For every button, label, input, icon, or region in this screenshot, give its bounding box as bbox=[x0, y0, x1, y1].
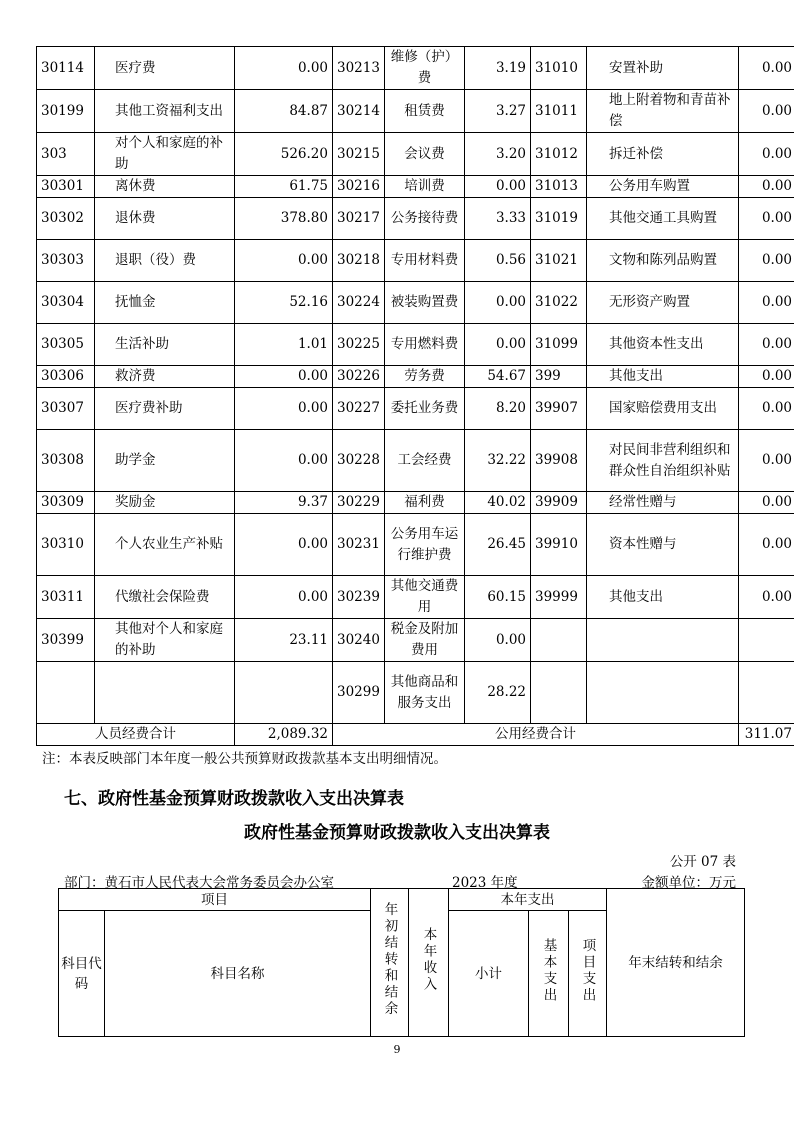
expense-table-body bbox=[37, 47, 794, 724]
code-cell bbox=[37, 662, 95, 724]
amount-cell: 32.22 bbox=[465, 430, 531, 492]
income-header: 本年收入 bbox=[409, 889, 449, 1037]
code-cell: 30399 bbox=[37, 619, 95, 662]
code-cell: 30217 bbox=[333, 198, 385, 240]
table-row bbox=[37, 90, 794, 133]
code-cell: 30307 bbox=[37, 388, 95, 430]
name-cell: 医疗费 bbox=[95, 47, 235, 90]
code-cell: 31013 bbox=[531, 176, 587, 198]
amount-cell: 378.80 bbox=[235, 198, 333, 240]
closing-balance-header: 年末结转和结余 bbox=[607, 889, 745, 1037]
name-cell: 对个人和家庭的补助 bbox=[95, 133, 235, 176]
name-cell bbox=[95, 662, 235, 724]
name-cell: 退休费 bbox=[95, 198, 235, 240]
amount-cell: 0.00 bbox=[739, 514, 794, 576]
code-cell: 39910 bbox=[531, 514, 587, 576]
code-cell: 30306 bbox=[37, 366, 95, 388]
name-cell: 被装购置费 bbox=[385, 282, 465, 324]
table-row bbox=[37, 133, 794, 176]
name-cell: 抚恤金 bbox=[95, 282, 235, 324]
name-cell: 其他支出 bbox=[587, 576, 739, 619]
name-cell: 国家赔偿费用支出 bbox=[587, 388, 739, 430]
amount-cell: 0.00 bbox=[739, 366, 794, 388]
opening-balance-header: 年初结转和结余 bbox=[371, 889, 409, 1037]
public-total-value: 311.07 bbox=[739, 724, 794, 746]
code-cell: 399 bbox=[531, 366, 587, 388]
code-cell: 30213 bbox=[333, 47, 385, 90]
code-cell: 31021 bbox=[531, 240, 587, 282]
code-cell: 31022 bbox=[531, 282, 587, 324]
table-row bbox=[37, 198, 794, 240]
code-cell: 30308 bbox=[37, 430, 95, 492]
code-cell: 31012 bbox=[531, 133, 587, 176]
code-cell: 39909 bbox=[531, 492, 587, 514]
name-cell: 个人农业生产补贴 bbox=[95, 514, 235, 576]
name-cell: 资本性赠与 bbox=[587, 514, 739, 576]
amount-cell: 0.00 bbox=[235, 576, 333, 619]
section-heading: 七、政府性基金预算财政拨款收入支出决算表 bbox=[64, 789, 404, 809]
name-cell: 生活补助 bbox=[95, 324, 235, 366]
name-cell: 租赁费 bbox=[385, 90, 465, 133]
amount-cell: 1.01 bbox=[235, 324, 333, 366]
code-cell: 30305 bbox=[37, 324, 95, 366]
table-row bbox=[37, 619, 794, 662]
amount-cell: 0.00 bbox=[235, 388, 333, 430]
name-cell: 工会经费 bbox=[385, 430, 465, 492]
table-row bbox=[37, 662, 794, 724]
table-row bbox=[37, 430, 794, 492]
fund-header-row-1 bbox=[59, 889, 745, 911]
amount-cell: 0.00 bbox=[739, 388, 794, 430]
amount-cell: 0.00 bbox=[235, 366, 333, 388]
code-cell: 30228 bbox=[333, 430, 385, 492]
name-cell: 税金及附加费用 bbox=[385, 619, 465, 662]
name-cell: 退职（役）费 bbox=[95, 240, 235, 282]
expense-total-row bbox=[37, 724, 794, 746]
code-cell: 30240 bbox=[333, 619, 385, 662]
table-number: 公开 07 表 bbox=[669, 854, 736, 870]
page-number: 9 bbox=[393, 1043, 401, 1056]
name-cell: 会议费 bbox=[385, 133, 465, 176]
name-cell bbox=[587, 619, 739, 662]
name-cell: 地上附着物和青苗补偿 bbox=[587, 90, 739, 133]
name-cell: 其他对个人和家庭的补助 bbox=[95, 619, 235, 662]
amount-cell: 54.67 bbox=[465, 366, 531, 388]
name-cell: 公务接待费 bbox=[385, 198, 465, 240]
name-cell: 公务用车运行维护费 bbox=[385, 514, 465, 576]
personnel-total-value: 2,089.32 bbox=[235, 724, 333, 746]
amount-cell: 3.33 bbox=[465, 198, 531, 240]
code-cell bbox=[531, 662, 587, 724]
basic-expense-header: 基本支出 bbox=[529, 911, 569, 1037]
amount-cell: 40.02 bbox=[465, 492, 531, 514]
amount-cell: 84.87 bbox=[235, 90, 333, 133]
name-cell: 拆迁补偿 bbox=[587, 133, 739, 176]
code-cell: 30199 bbox=[37, 90, 95, 133]
amount-cell: 0.00 bbox=[739, 282, 794, 324]
amount-cell: 61.75 bbox=[235, 176, 333, 198]
code-cell: 30216 bbox=[333, 176, 385, 198]
name-cell: 其他资本性支出 bbox=[587, 324, 739, 366]
table-row bbox=[37, 492, 794, 514]
name-cell: 无形资产购置 bbox=[587, 282, 739, 324]
code-cell: 30310 bbox=[37, 514, 95, 576]
amount-cell: 9.37 bbox=[235, 492, 333, 514]
amount-cell: 28.22 bbox=[465, 662, 531, 724]
amount-cell: 0.00 bbox=[739, 198, 794, 240]
subtotal-header: 小计 bbox=[449, 911, 529, 1037]
name-cell: 委托业务费 bbox=[385, 388, 465, 430]
amount-cell: 26.45 bbox=[465, 514, 531, 576]
code-cell: 30299 bbox=[333, 662, 385, 724]
amount-cell: 0.00 bbox=[465, 176, 531, 198]
amount-cell: 0.00 bbox=[465, 282, 531, 324]
code-cell: 30225 bbox=[333, 324, 385, 366]
code-cell: 39907 bbox=[531, 388, 587, 430]
amount-cell: 0.00 bbox=[235, 514, 333, 576]
department-label: 部门：黄石市人民代表大会常务委员会办公室 bbox=[64, 875, 334, 891]
amount-cell bbox=[739, 619, 794, 662]
table-row bbox=[37, 240, 794, 282]
name-cell: 医疗费补助 bbox=[95, 388, 235, 430]
name-cell: 其他工资福利支出 bbox=[95, 90, 235, 133]
table-row bbox=[37, 576, 794, 619]
table-row bbox=[37, 47, 794, 90]
name-cell: 培训费 bbox=[385, 176, 465, 198]
amount-cell: 8.20 bbox=[465, 388, 531, 430]
name-cell: 助学金 bbox=[95, 430, 235, 492]
code-cell: 30303 bbox=[37, 240, 95, 282]
subject-name-header: 科目名称 bbox=[105, 911, 371, 1037]
code-cell: 30114 bbox=[37, 47, 95, 90]
amount-cell: 23.11 bbox=[235, 619, 333, 662]
amount-cell: 0.00 bbox=[739, 576, 794, 619]
name-cell: 其他交通工具购置 bbox=[587, 198, 739, 240]
name-cell: 福利费 bbox=[385, 492, 465, 514]
name-cell: 劳务费 bbox=[385, 366, 465, 388]
code-cell: 30231 bbox=[333, 514, 385, 576]
amount-cell: 3.27 bbox=[465, 90, 531, 133]
amount-cell: 0.00 bbox=[465, 324, 531, 366]
amount-cell: 0.00 bbox=[235, 47, 333, 90]
code-cell: 30214 bbox=[333, 90, 385, 133]
code-cell: 30301 bbox=[37, 176, 95, 198]
amount-cell: 0.56 bbox=[465, 240, 531, 282]
code-cell: 30311 bbox=[37, 576, 95, 619]
name-cell: 公务用车购置 bbox=[587, 176, 739, 198]
amount-unit: 金额单位：万元 bbox=[641, 875, 736, 891]
table-note: 注：本表反映部门本年度一般公共预算财政拨款基本支出明细情况。 bbox=[42, 751, 447, 767]
fiscal-year: 2023 年度 bbox=[452, 875, 518, 891]
name-cell: 专用燃料费 bbox=[385, 324, 465, 366]
code-cell: 30226 bbox=[333, 366, 385, 388]
amount-cell: 0.00 bbox=[739, 47, 794, 90]
code-cell bbox=[531, 619, 587, 662]
name-cell: 救济费 bbox=[95, 366, 235, 388]
basic-expense-detail-table bbox=[36, 46, 794, 746]
code-cell: 39908 bbox=[531, 430, 587, 492]
amount-cell: 0.00 bbox=[465, 619, 531, 662]
government-fund-table bbox=[58, 888, 745, 1037]
code-cell: 31099 bbox=[531, 324, 587, 366]
name-cell: 其他支出 bbox=[587, 366, 739, 388]
personnel-total-label: 人员经费合计 bbox=[37, 724, 235, 746]
code-cell: 31010 bbox=[531, 47, 587, 90]
amount-cell: 0.00 bbox=[739, 324, 794, 366]
code-cell: 31019 bbox=[531, 198, 587, 240]
name-cell: 专用材料费 bbox=[385, 240, 465, 282]
table-title: 政府性基金预算财政拨款收入支出决算表 bbox=[244, 823, 550, 843]
table-row bbox=[37, 366, 794, 388]
table-row bbox=[37, 176, 794, 198]
code-cell: 30215 bbox=[333, 133, 385, 176]
amount-cell: 0.00 bbox=[739, 176, 794, 198]
name-cell: 对民间非营利组织和群众性自治组织补贴 bbox=[587, 430, 739, 492]
code-cell: 30304 bbox=[37, 282, 95, 324]
amount-cell: 0.00 bbox=[739, 240, 794, 282]
name-cell: 其他商品和服务支出 bbox=[385, 662, 465, 724]
amount-cell bbox=[235, 662, 333, 724]
name-cell: 离休费 bbox=[95, 176, 235, 198]
table-row bbox=[37, 324, 794, 366]
amount-cell: 60.15 bbox=[465, 576, 531, 619]
table-row bbox=[37, 514, 794, 576]
name-cell: 文物和陈列品购置 bbox=[587, 240, 739, 282]
amount-cell: 3.20 bbox=[465, 133, 531, 176]
code-cell: 39999 bbox=[531, 576, 587, 619]
code-cell: 30224 bbox=[333, 282, 385, 324]
name-cell bbox=[587, 662, 739, 724]
code-cell: 30218 bbox=[333, 240, 385, 282]
amount-cell: 526.20 bbox=[235, 133, 333, 176]
table-row bbox=[37, 282, 794, 324]
name-cell: 其他交通费用 bbox=[385, 576, 465, 619]
name-cell: 维修（护）费 bbox=[385, 47, 465, 90]
name-cell: 代缴社会保险费 bbox=[95, 576, 235, 619]
amount-cell: 0.00 bbox=[739, 133, 794, 176]
amount-cell: 0.00 bbox=[739, 492, 794, 514]
code-cell: 303 bbox=[37, 133, 95, 176]
name-cell: 经常性赠与 bbox=[587, 492, 739, 514]
code-cell: 30227 bbox=[333, 388, 385, 430]
subject-code-header: 科目代码 bbox=[59, 911, 105, 1037]
amount-cell: 0.00 bbox=[235, 240, 333, 282]
name-cell: 奖励金 bbox=[95, 492, 235, 514]
amount-cell: 52.16 bbox=[235, 282, 333, 324]
amount-cell: 3.19 bbox=[465, 47, 531, 90]
name-cell: 安置补助 bbox=[587, 47, 739, 90]
project-expense-header: 项目支出 bbox=[569, 911, 607, 1037]
expense-header: 本年支出 bbox=[449, 889, 607, 911]
code-cell: 30229 bbox=[333, 492, 385, 514]
code-cell: 30239 bbox=[333, 576, 385, 619]
table-row bbox=[37, 388, 794, 430]
code-cell: 30309 bbox=[37, 492, 95, 514]
amount-cell: 0.00 bbox=[739, 90, 794, 133]
amount-cell bbox=[739, 662, 794, 724]
amount-cell: 0.00 bbox=[235, 430, 333, 492]
public-total-label: 公用经费合计 bbox=[333, 724, 739, 746]
item-header: 项目 bbox=[59, 889, 371, 911]
code-cell: 31011 bbox=[531, 90, 587, 133]
amount-cell: 0.00 bbox=[739, 430, 794, 492]
code-cell: 30302 bbox=[37, 198, 95, 240]
